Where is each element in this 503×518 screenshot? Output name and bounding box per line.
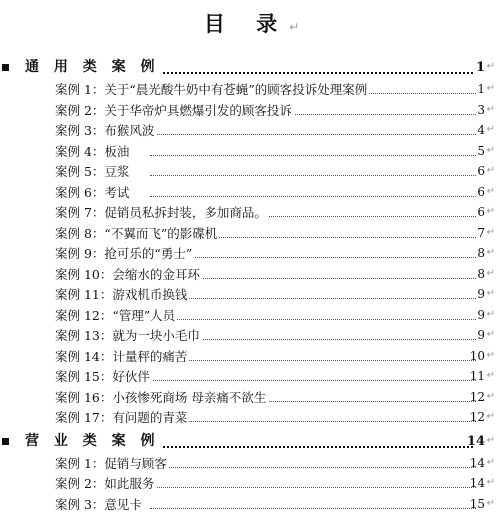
entry-title: 案例 13：就为一块小毛巾 [55, 328, 200, 343]
entry-page-number: 7 [477, 225, 485, 240]
entry-page-number: 4 [477, 123, 485, 137]
dot-leader [150, 421, 476, 422]
toc-entry[interactable] [0, 224, 503, 245]
toc-entry[interactable] [0, 142, 503, 163]
toc-title: 目 录↵ [203, 12, 300, 36]
paragraph-mark-icon: ↵ [486, 456, 495, 468]
entry-title: 案例 1：促销与顾客 [55, 455, 167, 471]
toc-entry[interactable] [0, 474, 503, 495]
entry-title: 案例 15：好伙伴 [55, 369, 150, 384]
dot-leader [150, 155, 476, 156]
paragraph-mark-icon: ↵ [486, 497, 495, 509]
entry-title: 案例 9：抢可乐的“勇士” [55, 246, 193, 261]
dot-leader [150, 360, 476, 361]
entry-title: 案例 11：游戏机币换钱 [55, 287, 188, 302]
dot-leader [150, 298, 476, 299]
section-page-number: 14 [466, 433, 485, 449]
toc-entry[interactable] [0, 101, 503, 122]
entry-page-number: 10 [469, 348, 485, 363]
entry-title: 案例 3：布猴风波 [55, 123, 155, 138]
entry-title: 案例 2：如此服务 [55, 476, 155, 491]
dot-leader [150, 319, 476, 320]
paragraph-mark-icon: ↵ [486, 434, 495, 446]
entry-title: 案例 4：板油 [55, 143, 130, 159]
toc-entry[interactable] [0, 121, 503, 142]
paragraph-mark-icon: ↵ [486, 206, 495, 217]
entry-title: 案例 17：有问题的青菜 [55, 410, 188, 425]
entry-page-number: 14 [469, 455, 485, 470]
entry-page-number: 1 [477, 82, 485, 96]
entry-page-number: 15 [469, 496, 485, 511]
entry-title: 案例 16：小孩惨死商场 母亲痛不欲生 [55, 389, 267, 405]
entry-page-number: 3 [477, 102, 485, 117]
toc-entry[interactable] [0, 306, 503, 327]
toc-entry[interactable] [0, 495, 503, 516]
dot-leader [150, 508, 476, 509]
dot-leader [150, 467, 476, 468]
toc-entry[interactable] [0, 162, 503, 183]
paragraph-mark-icon: ↵ [486, 103, 495, 115]
toc-entry[interactable] [0, 244, 503, 265]
entry-page-number: 8 [477, 266, 485, 281]
paragraph-mark-icon: ↵ [486, 247, 495, 258]
bullet-square-icon [2, 438, 9, 445]
paragraph-mark-icon: ↵ [486, 329, 495, 340]
toc-section-heading[interactable] [0, 432, 503, 453]
entry-page-number: 12 [469, 389, 485, 404]
toc-entry[interactable] [0, 408, 503, 429]
section-title: 通 用 类 案 例 [25, 59, 160, 75]
entry-page-number: 9 [477, 287, 485, 301]
toc-entry[interactable] [0, 367, 503, 388]
entry-title: 案例 8：“不翼而飞”的影碟机 [55, 225, 218, 241]
entry-page-number: 8 [477, 246, 485, 260]
paragraph-mark-icon: ↵ [486, 61, 495, 72]
paragraph-mark-icon: ↵ [486, 226, 495, 238]
entry-page-number: 9 [477, 307, 485, 322]
dot-leader [150, 487, 476, 488]
paragraph-mark-icon: ↵ [486, 477, 495, 488]
entry-title: 案例 2：关于华帝炉具燃爆引发的顾客投诉 [55, 102, 292, 118]
entry-title: 案例 1：关于“晨光酸牛奶中有苍蝇”的顾客投诉处理案例 [55, 82, 368, 97]
entry-title: 案例 10：会缩水的金耳环 [55, 266, 200, 282]
entry-page-number: 14 [469, 476, 485, 490]
toc-entry[interactable] [0, 80, 503, 101]
entry-page-number: 12 [469, 410, 485, 424]
bullet-square-icon [2, 64, 9, 71]
entry-title: 案例 12：“管理”人员 [55, 307, 176, 323]
paragraph-mark-icon: ↵ [486, 144, 495, 156]
dot-leader [150, 257, 476, 258]
dot-leader [150, 72, 473, 74]
section-page-number: 1 [475, 60, 485, 75]
entry-title: 案例 6：考试 [55, 184, 130, 200]
toc-entry[interactable] [0, 285, 503, 306]
dot-leader [150, 196, 476, 197]
entry-title: 案例 14：计量秤的痛苦 [55, 348, 188, 364]
paragraph-mark-icon: ↵ [486, 83, 495, 94]
paragraph-mark-icon: ↵ [486, 411, 495, 422]
toc-entry[interactable] [0, 183, 503, 204]
toc-section-heading[interactable] [0, 58, 503, 79]
entry-page-number: 5 [477, 143, 485, 158]
paragraph-mark-icon: ↵ [486, 349, 495, 361]
paragraph-mark-icon: ↵ [486, 267, 495, 279]
entry-page-number: 6 [477, 164, 485, 178]
entry-title: 案例 3：意见卡 [55, 496, 142, 512]
dot-leader [150, 446, 473, 448]
paragraph-mark-icon: ↵ [486, 390, 495, 402]
entry-page-number: 6 [477, 205, 485, 219]
paragraph-mark-icon: ↵ [486, 185, 495, 197]
toc-entry[interactable] [0, 347, 503, 368]
entry-page-number: 11 [469, 369, 485, 383]
paragraph-mark-icon: ↵ [486, 288, 495, 299]
paragraph-mark-icon: ↵ [486, 124, 495, 135]
toc-entry[interactable] [0, 326, 503, 347]
dot-leader [150, 134, 476, 135]
entry-page-number: 9 [477, 328, 485, 342]
entry-title: 案例 7：促销员私拆封装，多加商品。 [55, 205, 267, 220]
toc-entry[interactable] [0, 265, 503, 286]
entry-title: 案例 5：豆浆 [55, 164, 130, 179]
paragraph-mark-icon: ↵ [486, 165, 495, 176]
toc-entry[interactable] [0, 203, 503, 224]
entry-page-number: 6 [477, 184, 485, 199]
toc-entry[interactable] [0, 454, 503, 475]
dot-leader [150, 175, 476, 176]
toc-entry[interactable] [0, 388, 503, 409]
paragraph-mark-icon: ↵ [486, 370, 495, 381]
section-title: 营 业 类 案 例 [25, 432, 160, 449]
dot-leader [150, 380, 476, 381]
paragraph-mark-icon: ↵ [486, 308, 495, 320]
